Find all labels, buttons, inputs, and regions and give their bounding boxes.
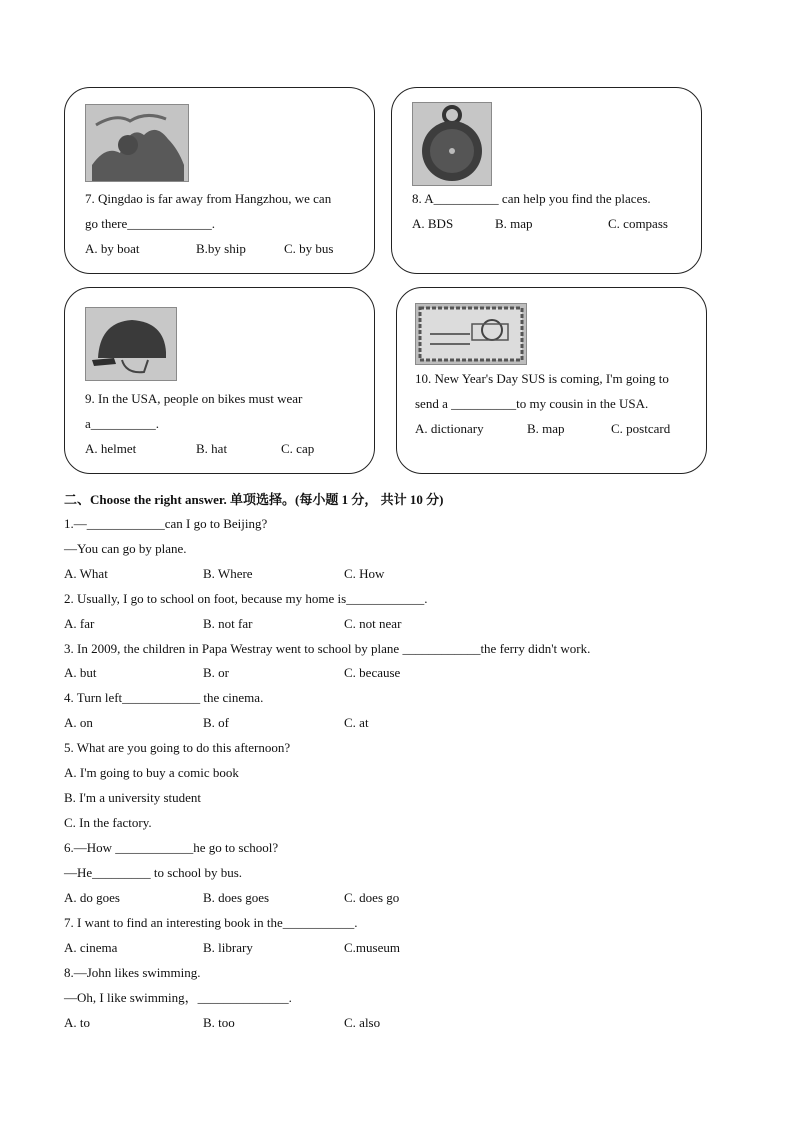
question-card-10 <box>396 287 707 474</box>
option-a[interactable]: A. I'm going to buy a comic book <box>64 765 239 780</box>
question-8-text: 8. A__________ can help you find the places. <box>412 191 651 206</box>
postcard-photo <box>415 303 527 365</box>
question-5-line: 5. What are you going to do this afternoon? <box>64 740 291 755</box>
option-b[interactable]: B. map <box>495 216 533 231</box>
question-8-line: —Oh, I like swimming，______________. <box>64 990 292 1005</box>
question-4-line: 4. Turn left____________ the cinema. <box>64 690 264 705</box>
question-card-7 <box>64 87 375 274</box>
option-c[interactable]: C. cap <box>281 441 315 456</box>
option-c[interactable]: C. not near <box>344 616 402 631</box>
option-b[interactable]: B. does goes <box>203 890 270 905</box>
question-card-9 <box>64 287 375 474</box>
option-a[interactable]: A. do goes <box>64 890 120 905</box>
option-a[interactable]: A. What <box>64 566 108 581</box>
option-a[interactable]: A. on <box>64 715 93 730</box>
compass-photo <box>412 102 492 186</box>
option-b[interactable]: B. not far <box>203 616 253 631</box>
option-c[interactable]: C. In the factory. <box>64 815 152 830</box>
question-7-line: 7. I want to find an interesting book in the___________. <box>64 915 358 930</box>
question-2-line: 2. Usually, I go to school on foot, because my home is____________. <box>64 591 428 606</box>
question-9-text-cont: a__________. <box>85 416 160 431</box>
option-b[interactable]: B. Where <box>203 566 253 581</box>
option-b[interactable]: B. too <box>203 1015 235 1030</box>
option-a[interactable]: A. BDS <box>412 216 454 231</box>
option-c[interactable]: C. also <box>344 1015 381 1030</box>
question-1-line: 1.—____________can I go to Beijing? <box>64 516 268 531</box>
option-b[interactable]: B. or <box>203 665 229 680</box>
option-a[interactable]: A. far <box>64 616 95 631</box>
option-b[interactable]: B. map <box>527 421 565 436</box>
option-c[interactable]: C. at <box>344 715 369 730</box>
question-6-line: —He_________ to school by bus. <box>64 865 243 880</box>
option-b[interactable]: B. I'm a university student <box>64 790 202 805</box>
option-a[interactable]: A. by boat <box>85 241 140 256</box>
option-c[interactable]: C. does go <box>344 890 400 905</box>
option-a[interactable]: A. cinema <box>64 940 118 955</box>
option-b[interactable]: B. of <box>203 715 229 730</box>
question-10-text-cont: send a __________to my cousin in the USA. <box>415 396 649 411</box>
question-3-line: 3. In 2009, the children in Papa Westray went to school by plane ____________the ferry didn't work. <box>64 641 591 656</box>
question-9-text: 9. In the USA, people on bikes must wear <box>85 391 303 406</box>
option-a[interactable]: A. dictionary <box>415 421 484 436</box>
option-b[interactable]: B. hat <box>196 441 228 456</box>
option-c[interactable]: C. compass <box>608 216 668 231</box>
option-c[interactable]: C. because <box>344 665 401 680</box>
helmet-photo <box>85 307 177 381</box>
option-c[interactable]: C. postcard <box>611 421 671 436</box>
landscape-photo <box>85 104 189 182</box>
section-title: 二、Choose the right answer. 单项选择。(每小题 1 分， 共计 10 分) <box>64 492 444 507</box>
option-a[interactable]: A. but <box>64 665 97 680</box>
question-7-text-cont: go there_____________. <box>85 216 215 231</box>
option-c[interactable]: C. How <box>344 566 385 581</box>
question-8-line: 8.—John likes swimming. <box>64 965 201 980</box>
option-a[interactable]: A. helmet <box>85 441 137 456</box>
question-7-text: 7. Qingdao is far away from Hangzhou, we can <box>85 191 332 206</box>
option-b[interactable]: B.by ship <box>196 241 246 256</box>
question-card-8 <box>391 87 702 274</box>
question-1-line: —You can go by plane. <box>64 541 187 556</box>
question-10-text: 10. New Year's Day SUS is coming, I'm going to <box>415 371 669 386</box>
question-6-line: 6.—How ____________he go to school? <box>64 840 279 855</box>
option-a[interactable]: A. to <box>64 1015 90 1030</box>
option-c[interactable]: C.museum <box>344 940 400 955</box>
option-c[interactable]: C. by bus <box>284 241 334 256</box>
option-b[interactable]: B. library <box>203 940 253 955</box>
